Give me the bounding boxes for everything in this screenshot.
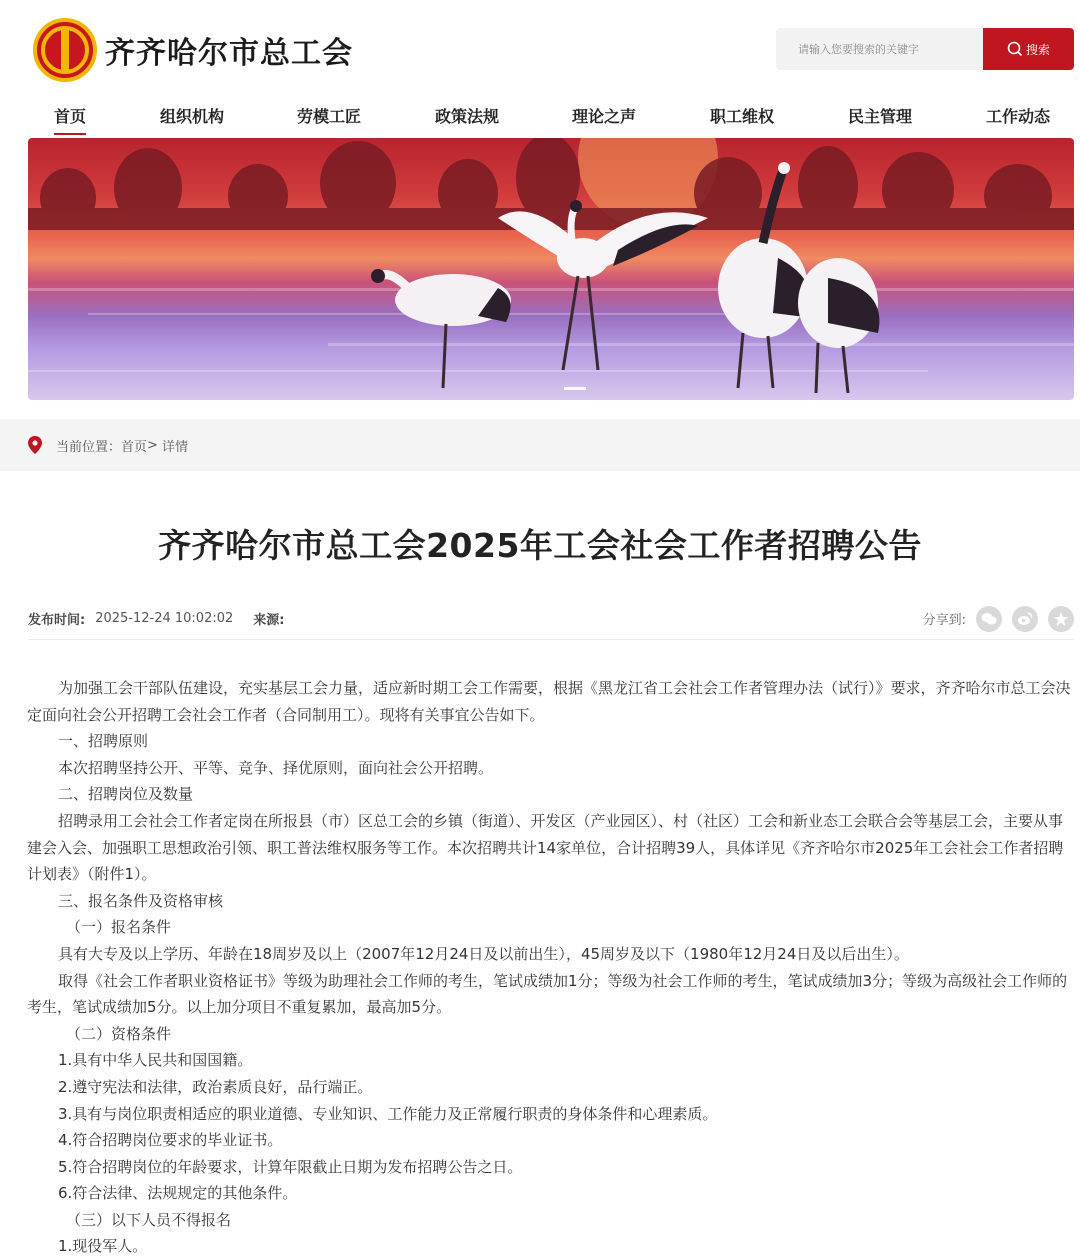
location-pin-icon	[28, 436, 42, 454]
banner-dot-active[interactable]	[564, 387, 586, 390]
subsection-heading: （二）资格条件	[66, 1024, 172, 1043]
breadcrumb	[0, 419, 1080, 471]
search-icon	[1007, 41, 1023, 57]
nav-item-policies[interactable]: 政策法规	[435, 107, 500, 126]
article-paragraph: 具有大专及以上学历、年龄在18周岁及以上（2007年12月24日及以前出生），45周岁及以下（1980年12月24日及以后出生）。	[58, 944, 909, 963]
breadcrumb-prefix: 当前位置：	[56, 439, 122, 455]
article-body	[27, 675, 1073, 1260]
list-item: 1.具有中华人民共和国国籍。	[58, 1051, 253, 1070]
subsection-heading: （一）报名条件	[66, 918, 172, 937]
union-emblem-icon	[33, 18, 97, 82]
search-button[interactable]	[983, 28, 1074, 70]
breadcrumb-home-link[interactable]: 首页	[121, 439, 148, 455]
breadcrumb-current: 详情	[161, 439, 188, 455]
list-item: 6.符合法律、法规规定的其他条件。	[58, 1184, 298, 1203]
nav-item-democratic-management[interactable]: 民主管理	[848, 107, 913, 126]
article-paragraph: 为加强工会干部队伍建设，充实基层工会力量，适应新时期工会工作需要，根据《黑龙江省工会社会工作者管理办法（试行）》要求，齐齐哈尔市总工会决定面向社会公开招聘工会社会工作者（合同制用工）。现将有关事宜公告如下。	[27, 679, 1071, 724]
share-bar	[923, 606, 1074, 632]
publish-time-label: 发布时间:	[28, 613, 86, 628]
article-paragraph: 本次招聘坚持公开、平等、竞争、择优原则，面向社会公开招聘。	[58, 758, 494, 777]
banner-pagination	[564, 387, 586, 390]
breadcrumb-separator: >	[147, 437, 158, 453]
search-bar	[776, 28, 1074, 70]
wechat-icon[interactable]	[976, 606, 1002, 632]
favorite-icon[interactable]	[1048, 606, 1074, 632]
search-input[interactable]	[776, 28, 983, 70]
article-title: 齐齐哈尔市总工会2025年工会社会工作者招聘公告	[158, 526, 922, 565]
nav-item-organization[interactable]: 组织机构	[160, 107, 225, 126]
nav-item-theory[interactable]: 理论之声	[572, 107, 637, 126]
nav-item-model-workers[interactable]: 劳模工匠	[297, 107, 362, 126]
article-meta	[28, 598, 1074, 640]
banner-cranes-image	[28, 138, 1074, 400]
source-label: 来源:	[253, 613, 285, 628]
section-heading: 二、招聘岗位及数量	[58, 785, 194, 804]
main-nav	[0, 94, 1080, 138]
site-logo[interactable]	[33, 18, 353, 82]
section-heading: 一、招聘原则	[58, 732, 149, 751]
hero-banner[interactable]	[28, 138, 1074, 400]
site-name: 齐齐哈尔市总工会	[105, 36, 353, 71]
nav-item-rights[interactable]: 职工维权	[710, 107, 775, 126]
section-heading: 三、报名条件及资格审核	[58, 891, 224, 910]
list-item: 4.符合招聘岗位要求的毕业证书。	[58, 1131, 283, 1150]
list-item: 1.现役军人。	[58, 1237, 148, 1256]
nav-item-work-news[interactable]: 工作动态	[986, 107, 1051, 126]
nav-item-home[interactable]: 首页	[54, 104, 86, 135]
article-paragraph: 取得《社会工作者职业资格证书》等级为助理社会工作师的考生，笔试成绩加1分；等级为社会工作师的考生，笔试成绩加3分；等级为高级社会工作师的考生，笔试成绩加5分。以上加分项目不重复累加，最高加5分。	[27, 971, 1068, 1017]
article-paragraph: 招聘录用工会社会工作者定岗在所报县（市）区总工会的乡镇（街道）、开发区（产业园区）、村（社区）工会和新业态工会联合会等基层工会，主要从事建会入会、加强职工思想政治引领、职工普法维权服务等工作。本次招聘共计14家单位，合计招聘39人，具体详见《齐齐哈尔市2025年工会社会工作者招聘计划表》（附件1）。	[27, 811, 1064, 884]
publish-time: 2025-12-24 10:02:02	[95, 611, 234, 626]
subsection-heading: （三）以下人员不得报名	[66, 1210, 232, 1229]
site-header	[0, 0, 1080, 94]
search-button-label: 搜索	[1025, 42, 1050, 57]
list-item: 2.遵守宪法和法律，政治素质良好，品行端正。	[58, 1077, 373, 1096]
weibo-icon[interactable]	[1012, 606, 1038, 632]
list-item: 5.符合招聘岗位的年龄要求，计算年限截止日期为发布招聘公告之日。	[58, 1157, 523, 1176]
list-item: 3.具有与岗位职责相适应的职业道德、专业知识、工作能力及正常履行职责的身体条件和心理素质。	[58, 1104, 718, 1123]
share-label: 分享到:	[922, 613, 966, 628]
